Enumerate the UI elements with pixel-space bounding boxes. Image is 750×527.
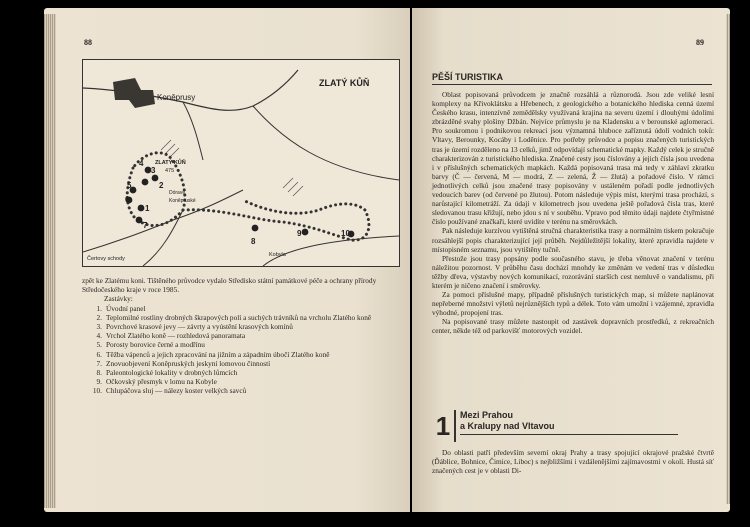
intro-paragraph: zpět ke Zlatému koni. Tištěného průvodce vydalo Středisko státní památkové péče a ochrany přírody Středočeského kraje v roce 1985. [82, 276, 377, 295]
stop-label: 3 [151, 166, 156, 175]
stop-item [82, 322, 400, 331]
stop-label: 1 [145, 204, 150, 213]
stop-label: 8 [251, 237, 256, 246]
road [183, 102, 203, 160]
body-paragraph: Oblast popisovaná průvodcem je značně rozsáhlá a různorodá. Jsou zde veliké lesní komplexy na Křivoklátsku a Hřebenech, z geologického a botanického hlediska cenná území Českého krasu, intenzívně zemědělsky využívaná krajina na severu území i dlouhými údolími zbrázděné svahy plošiny Džbán. Nejvíce průmyslu je na Kladensku a v berounské aglomeraci. Pro soukromou i podnikovou rekreaci jsou významná hluboce zaříznutá údolí vodních toků: Vltavy, Berounky, Kocáby i Loděnice. Pro potřeby průvodce a popisu značených turistických tras je území rozděleno na 13 celků, jimž odpovídají schematické mapky. Každý celek je stručně charakterizován z turistického hlediska. Značené cesty jsou číslovány a jejich čísla jsou uvedena i v příslušných schematických mapkách. Každá popisovaná trasa má tedy v záhlaví zkratku barvy (Č — červená, M — modrá, Z — zelená, Ž — žlutá) a pořadové číslo. V rámci jednotlivých celků jsou značené trasy popisovány v ustáleném pořadí podle jednotlivých vedoucích barev (od červené po žlutou). Potom následuje výpis míst, kterými trasa prochází, s narůstající kilometráží. Za údaji v kilometrech jsou uvedena ještě pořadová čísla tras, které sledovanou trasu křižují, nebo jdou s ní v souběhu. Vpravo pod těmito údaji najdete čtyřmístné číslo používané značkaři, které uvidíte v terénu na směrovkách. [432, 90, 714, 227]
stop-item-number: 5. [96, 340, 102, 350]
chapter-title [460, 410, 678, 435]
chapter-intro [432, 448, 714, 475]
chapter-title-line: Mezi Prahou [460, 410, 514, 420]
body-paragraph: Na popisované trasy můžete nastoupit od zastávek dopravních prostředků, z rekreačních center, někde též od parkovišť motorových vozidel. [432, 317, 714, 336]
stop-markers [126, 167, 355, 238]
chapter-number: 1 [435, 411, 451, 441]
map-village-label: Koněprusy [157, 93, 196, 102]
stop-item-text: Porosty borovice černé a modřínu [106, 340, 205, 350]
stop-item-text: Chlupáčova sluj — nálezy koster velkých savců [106, 386, 247, 396]
stop-item [82, 350, 400, 359]
map-peak-altitude: 475 [165, 168, 175, 174]
body-paragraph: Za pomoci příslušné mapy, případně příslušných turistických map, si můžete naplánovat nepřeberné množství výletů nejrůznějších typů a délek. Toto vám umožní i vzájemné, zpravidla výhodné, propojení tras. [432, 290, 714, 318]
stop-item-number: 3. [96, 322, 102, 332]
road [253, 106, 399, 180]
right-page-edges [726, 14, 730, 504]
quarry-hatch [161, 140, 303, 196]
stop-label: 10 [341, 229, 350, 238]
body-paragraph: Přestože jsou trasy popsány podle současného stavu, je třeba věnovat značení v terénu náležitou pozornost. V průběhu času dochází mnohdy ke změnám ve vedení tras v důsledku těžby dřeva, výstavby nových komunikací, rozorávání starších cest nemluvě o vandalismu, při kterém je ničeno značení i směrovky. [432, 253, 714, 290]
right-page-number: 89 [696, 38, 704, 47]
stops-heading: Zastávky: [104, 294, 133, 304]
stop-item-number: 6. [96, 349, 102, 359]
stop-item-number: 8. [96, 368, 102, 378]
body-paragraph: Pak následuje kurzívou vytištěná stručná charakteristika trasy a normálním tiskem pokračuje rozsáhlejší popis charakterizující její průběh. Nejdůležitější lokality, které zpravidla najdete v místopisném seznamu, jsou vytištěny tučně. [432, 226, 714, 254]
stop-item-text: Očkovský přesmyk v lomu na Kobyle [106, 377, 217, 387]
chapter-intro-paragraph: Do oblasti patří především severní okraj Prahy a trasy spojující okrajové pražské čtvrtě (Ďáblice, Bohnice, Čimice, Liboc) s nejbližšími i vzdálenějšími zajímavostmi v okolí. Hustá síť značených cest je v oblasti Di- [432, 448, 714, 476]
stop-item-text: Úvodní panel [106, 303, 146, 313]
stop-item [82, 368, 400, 377]
left-page-edges [44, 14, 56, 508]
map-cartovy-label: Čertovy schody [87, 256, 125, 262]
stop-item-number: 9. [96, 377, 102, 387]
map-title: ZLATÝ KŮŇ [319, 78, 370, 88]
map-cave-label: Dóravé [169, 190, 186, 196]
section-heading: PĚŠÍ TURISTIKA [432, 72, 712, 85]
stop-item-number: 4. [96, 331, 102, 341]
stops-list [82, 304, 400, 396]
open-book [34, 8, 736, 520]
stop-item-number: 2. [96, 312, 102, 322]
stop-item-text: Znovuobjevení Koněpruských jeskyní lomovou činností [106, 358, 271, 368]
stop-label: 6 [125, 195, 130, 204]
trail-map [82, 59, 400, 267]
village-area [113, 78, 155, 108]
stops-description [82, 276, 400, 396]
stop-item [82, 340, 400, 349]
stop-item-text: Teplomilné rostliny drobných škrapových polí a suchých trávníků na vrcholu Zlatého koně [106, 312, 372, 322]
left-page [44, 8, 410, 512]
stop-item-text: Vrchol Zlatého koně — rozhledová panoramata [106, 331, 246, 341]
stop-label: 9 [297, 229, 302, 238]
stop-item-text: Těžba vápenců a jejich zpracování na jižním a západním úbočí Zlatého koně [106, 349, 330, 359]
map-kobyla-label: Kobyla [269, 252, 286, 258]
map-cave-label: Koněpruské [169, 198, 196, 204]
road [263, 236, 399, 266]
chapter-divider [454, 410, 456, 442]
stop-label: 2 [159, 181, 164, 190]
stop-item-text: Paleontologické lokality v drobných lůmcích [106, 368, 238, 378]
stop-item [82, 331, 400, 340]
stop-item-number: 7. [96, 358, 102, 368]
stop-label: 4 [139, 159, 144, 168]
stop-item-text: Povrchové krasové jevy — závrty a vyústění krasových komínů [106, 322, 293, 332]
stop-item-number: 1. [96, 303, 102, 313]
chapter-title-line: a Kralupy nad Vltavou [460, 421, 555, 431]
trail-map-drawing [83, 60, 399, 266]
stop-item [82, 377, 400, 386]
road [83, 190, 243, 252]
section-body [432, 90, 714, 336]
stop-label: 7 [143, 221, 148, 230]
stop-item [82, 313, 400, 322]
stop-item [82, 386, 400, 395]
map-peak-label: ZLATÝ KŮŇ [155, 160, 186, 166]
stop-item [82, 304, 400, 313]
left-page-number: 88 [84, 38, 92, 47]
right-page [412, 8, 730, 512]
stop-item-number: 10. [92, 386, 102, 396]
chapter-header [434, 410, 704, 444]
stop-label: 5 [127, 181, 132, 190]
stop-item [82, 359, 400, 368]
